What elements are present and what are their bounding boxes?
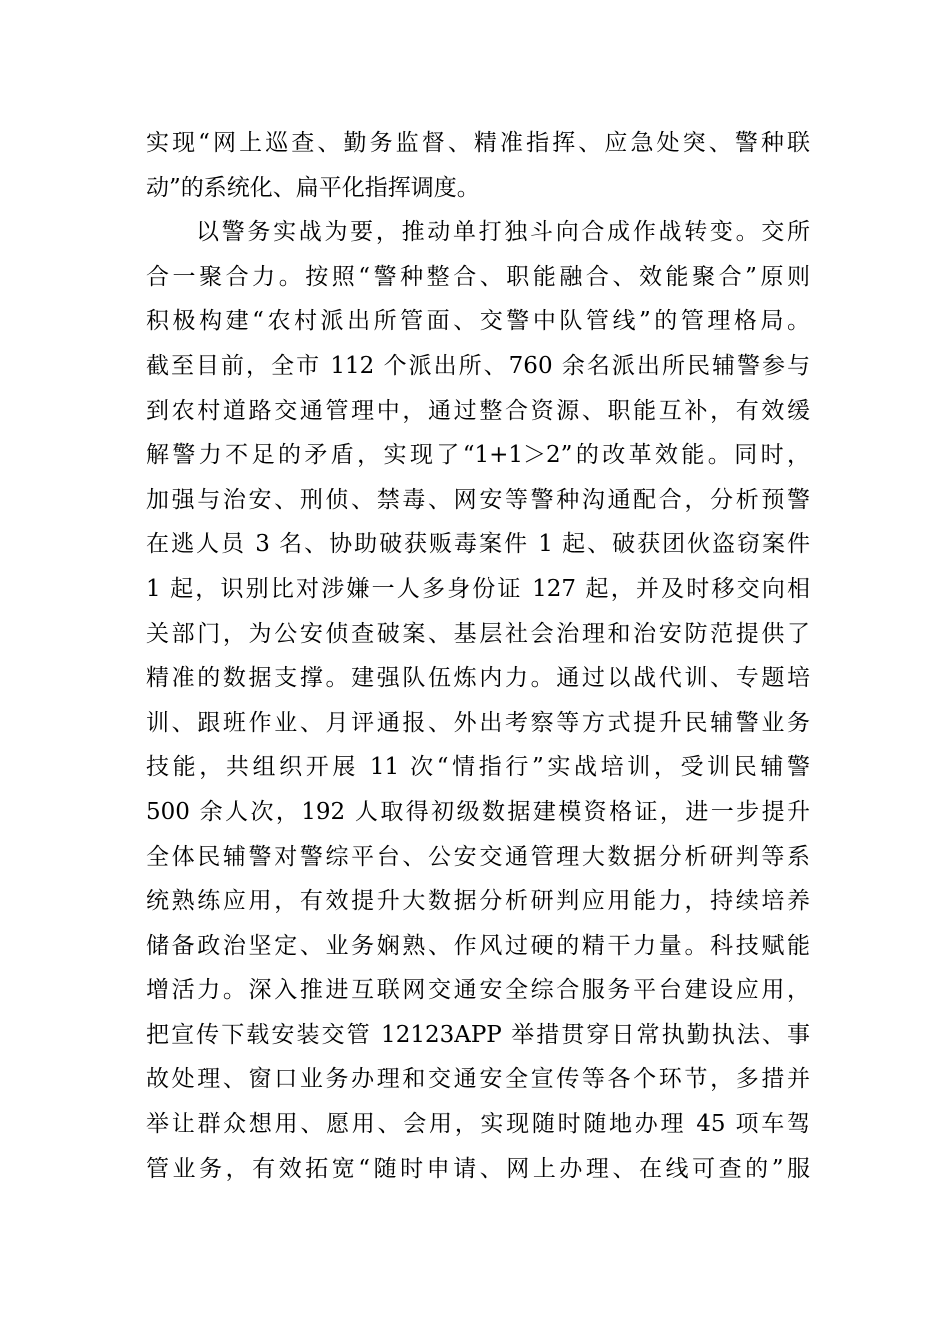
document-body	[146, 121, 810, 1191]
text-line: 精准的数据支撑。建强队伍炼内力。通过以战代训、专题培	[146, 665, 810, 692]
text-line: 合一聚合力。按照“警种整合、职能融合、效能聚合”原则	[146, 263, 810, 290]
text-line: 1 起，识别比对涉嫌一人多身份证 127 起，并及时移交向相	[146, 575, 810, 602]
text-line: 增活力。深入推进互联网交通安全综合服务平台建设应用，	[146, 977, 810, 1004]
text-line: 积极构建“农村派出所管面、交警中队管线”的管理格局。	[146, 308, 810, 335]
text-line: 训、跟班作业、月评通报、外出考察等方式提升民辅警业务	[146, 709, 810, 736]
text-line: 全体民辅警对警综平台、公安交通管理大数据分析研判等系	[146, 843, 810, 870]
text-line: 在逃人员 3 名、协助破获贩毒案件 1 起、破获团伙盗窃案件	[146, 531, 810, 558]
text-line: 技能，共组织开展 11 次“情指行”实战培训，受训民辅警	[146, 754, 810, 781]
text-line: 截至目前，全市 112 个派出所、760 余名派出所民辅警参与	[146, 352, 810, 379]
text-line: 故处理、窗口业务办理和交通安全宣传等各个环节，多措并	[146, 1066, 810, 1093]
text-line: 举让群众想用、愿用、会用，实现随时随地办理 45 项车驾	[146, 1111, 810, 1138]
text-line: 储备政治坚定、业务娴熟、作风过硬的精干力量。科技赋能	[146, 932, 810, 959]
paragraph-2	[146, 210, 810, 1191]
paragraph-1	[146, 121, 810, 210]
text-line: 关部门，为公安侦查破案、基层社会治理和治安防范提供了	[146, 620, 810, 647]
text-line: 加强与治安、刑侦、禁毒、网安等警种沟通配合，分析预警	[146, 486, 810, 513]
text-line: 实现“网上巡查、勤务监督、精准指挥、应急处突、警种联	[146, 130, 810, 156]
text-line: 以警务实战为要，推动单打独斗向合成作战转变。交所	[196, 219, 810, 246]
text-line: 到农村道路交通管理中，通过整合资源、职能互补，有效缓	[146, 397, 810, 424]
text-line: 把宣传下载安装交管 12123APP 举措贯穿日常执勤执法、事	[146, 1021, 810, 1048]
text-line: 统熟练应用，有效提升大数据分析研判应用能力，持续培养	[146, 888, 810, 915]
text-line: 动”的系统化、扁平化指挥调度。	[146, 174, 480, 201]
text-line: 管业务，有效拓宽“随时申请、网上办理、在线可查的”服	[146, 1155, 810, 1182]
text-line: 解警力不足的矛盾，实现了“1+1＞2”的改革效能。同时，	[146, 442, 810, 469]
text-line: 500 余人次，192 人取得初级数据建模资格证，进一步提升	[146, 798, 810, 825]
